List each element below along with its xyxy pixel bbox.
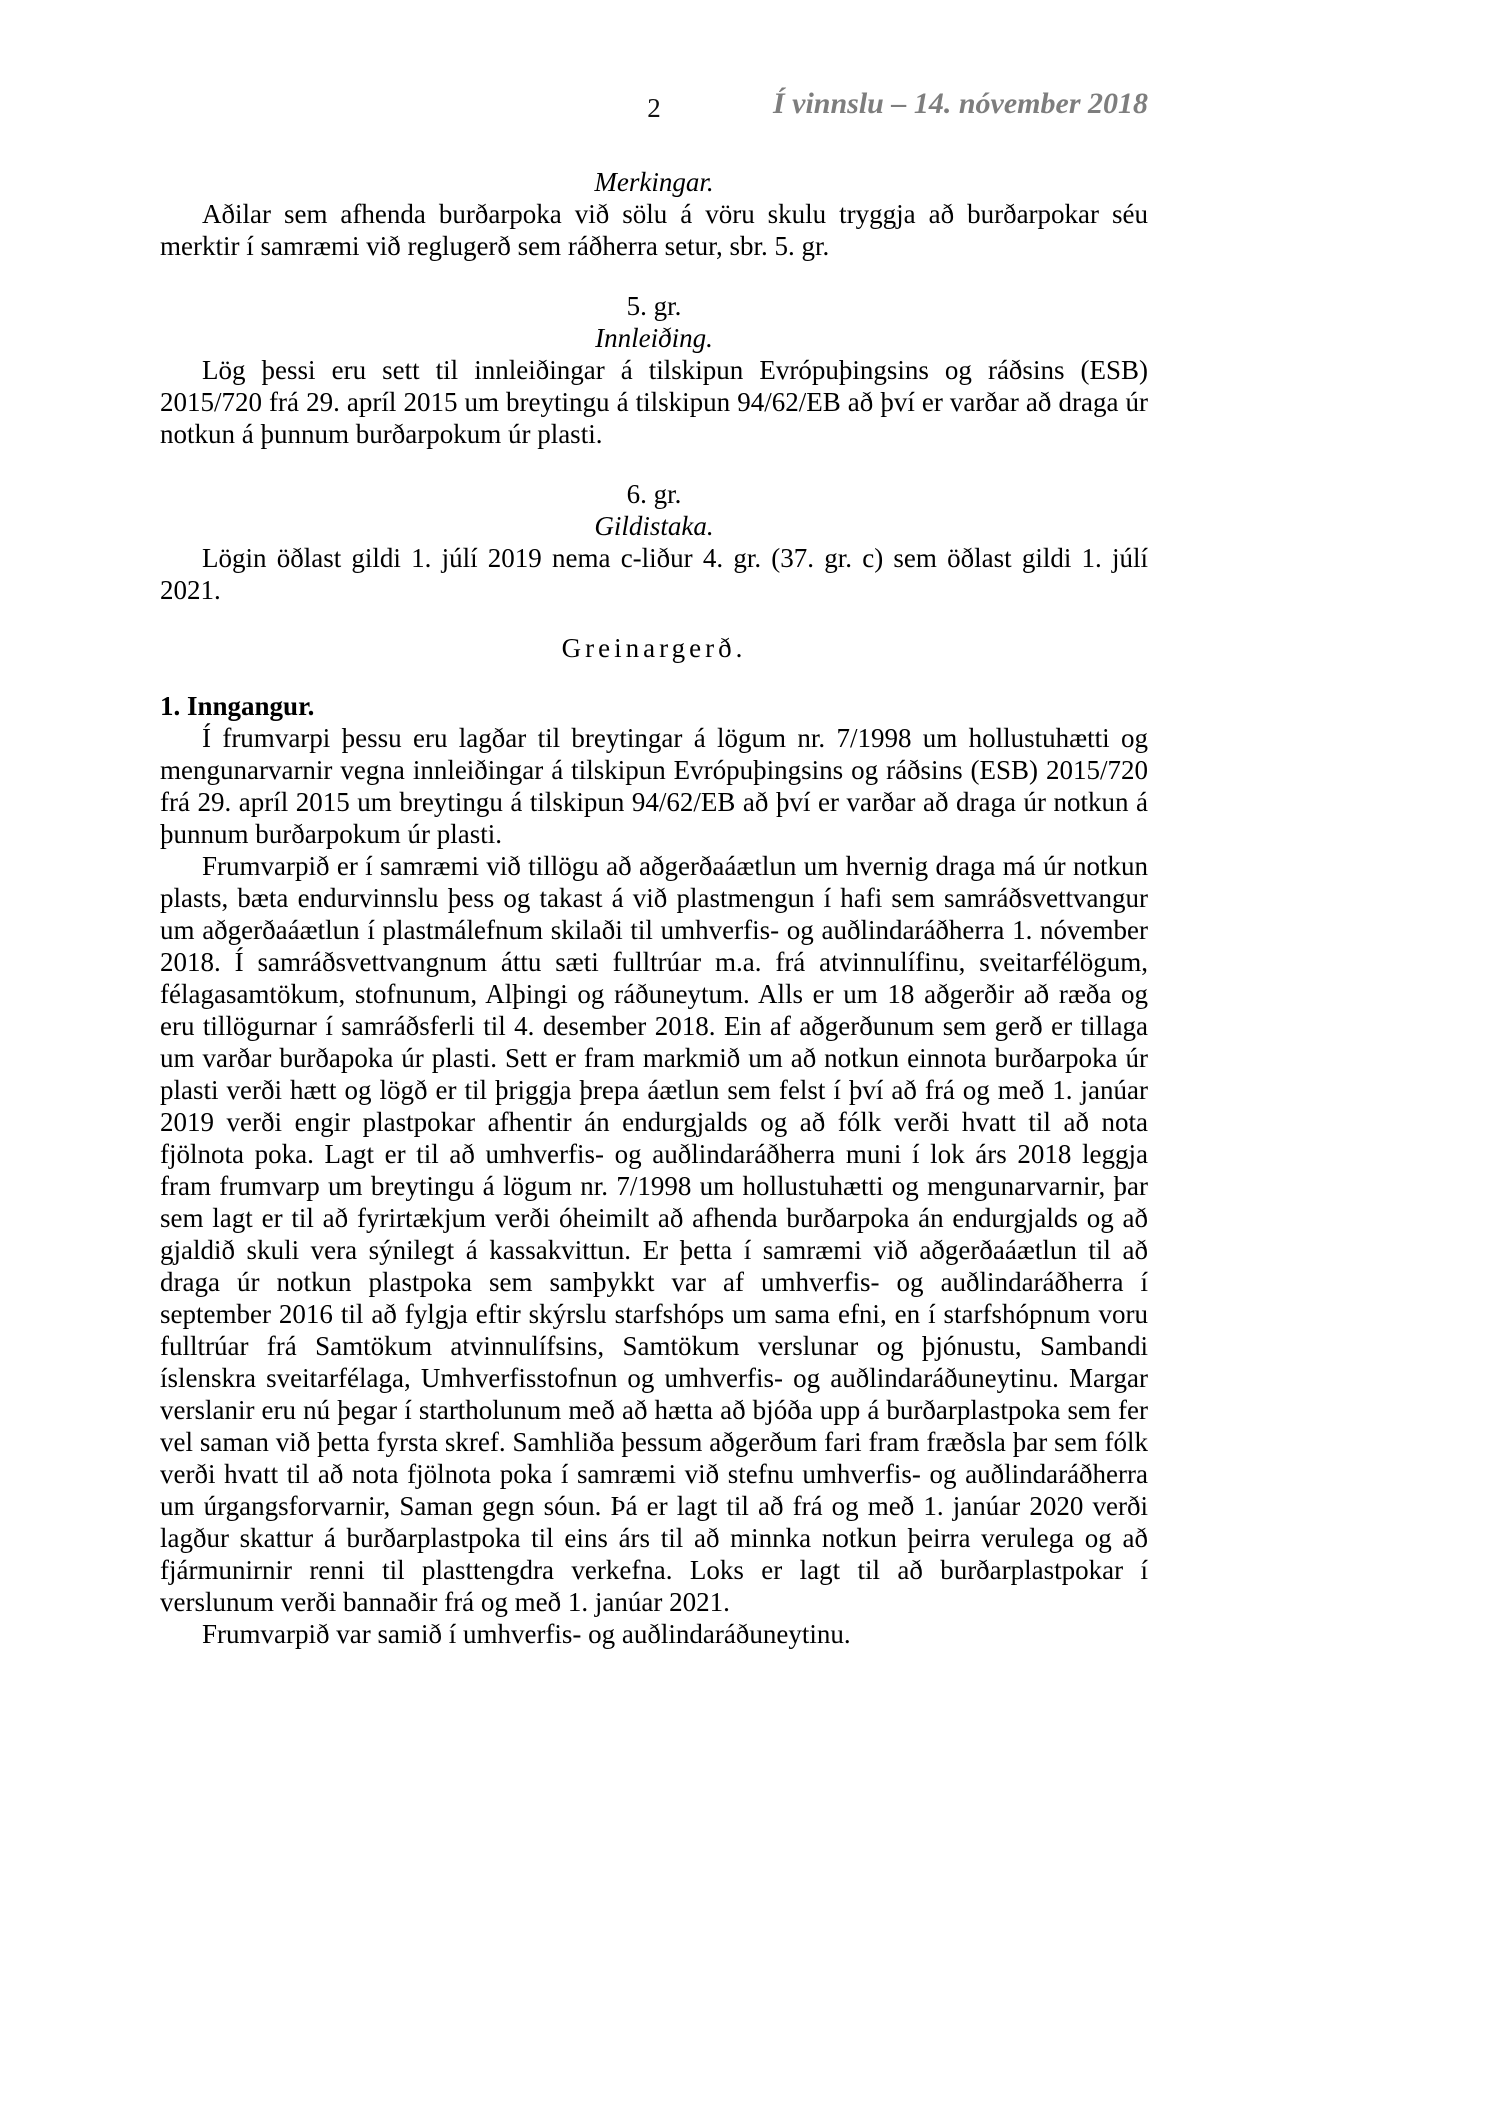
page-number: 2: [647, 93, 661, 123]
article-6-paragraph: Lögin öðlast gildi 1. júlí 2019 nema c-liður 4. gr. (37. gr. c) sem öðlast gildi 1. júlí 2021.: [160, 543, 1148, 605]
inngangur-paragraph-3: Frumvarpið var samið í umhverfis- og auðlindaráðuneytinu.: [202, 1619, 851, 1649]
article-5-title: Innleiðing.: [595, 323, 713, 353]
page-header: [160, 87, 1148, 126]
draft-status-header: Í vinnslu – 14. nóvember 2018: [772, 87, 1148, 120]
inngangur-paragraph-2: Frumvarpið er í samræmi við tillögu að aðgerðaáætlun um hvernig draga má úr notkun plasts, bæta endurvinnslu þess og takast á við plastmengun í hafi sem samráðsvettvangur um aðgerðaáætlun í plastmálefnum skilaði til umhverfis- og auðlindaráðherra 1. nóvember 2018. Í samráðsvettvangnum áttu sæti fulltrúar m.a. frá atvinnulífinu, sveitarfélögum, félagasamtökum, stofnunum, Alþingi og ráðuneytum. Alls er um 18 aðgerðir að ræða og eru tillögurnar í samráðsferli til 4. desember 2018. Ein af aðgerðunum sem gerð er tillaga um varðar burðapoka úr plasti. Sett er fram markmið um að notkun einnota burðarpoka úr plasti verði hætt og lögð er til þriggja þrepa áætlun sem felst í því að frá og með 1. janúar 2019 verði engir plastpokar afhentir án endurgjalds og að fólk verði hvatt til að nota fjölnota poka. Lagt er til að umhverfis- og auðlindaráðherra muni í lok árs 2018 leggja fram frumvarp um breytingu á lögum nr. 7/1998 um hollustuhætti og mengunarvarnir, þar sem lagt er til að fyrirtækjum verði óheimilt að afhenda burðarpoka án endurgjalds og að gjaldið skuli vera sýnilegt á kassakvittun. Er þetta í samræmi við aðgerðaáætlun til að draga úr notkun plastpoka sem samþykkt var af umhverfis- og auðlindaráðherra í september 2016 til að fylgja eftir skýrslu starfshóps um sama efni, en í starfshópnum voru fulltrúar frá Samtökum atvinnulífsins, Samtökum verslunar og þjónustu, Sambandi íslenskra sveitarfélaga, Umhverfisstofnun og umhverfis- og auðlindaráðuneytinu. Margar verslanir eru nú þegar í startholunum með að hætta að bjóða upp á burðarplastpoka sem fer vel saman við þetta fyrsta skref. Samhliða þessum aðgerðum fari fram fræðsla þar sem fólk verði hvatt til að nota fjölnota poka í samræmi við stefnu umhverfis- og auðlindaráðherra um úrgangsforvarnir, Saman gegn sóun. Þá er lagt til að frá og með 1. janúar 2020 verði lagður skattur á burðarplastpoka til eins árs til að minnka notkun þeirra verulega og að fjármunirnir renni til plasttengdra verkefna. Loks er lagt til að burðarplastpokar í verslunum verði bannaðir frá og með 1. janúar 2021.: [160, 851, 1148, 1617]
inngangur-paragraph-1: Í frumvarpi þessu eru lagðar til breytingar á lögum nr. 7/1998 um hollustuhætti og mengunarvarnir vegna innleiðingar á tilskipun Evrópuþingsins og ráðsins (ESB) 2015/720 frá 29. apríl 2015 um breytingu á tilskipun 94/62/EB að því er varðar að draga úr notkun á þunnum burðarpokum úr plasti.: [160, 723, 1148, 849]
text-column: [160, 0, 1148, 1650]
greinargerd-heading: Greinargerð.: [561, 633, 747, 663]
article-6-number: 6. gr.: [626, 479, 682, 509]
article-5-number: 5. gr.: [626, 291, 682, 321]
article-5-paragraph: Lög þessi eru sett til innleiðingar á tilskipun Evrópuþingsins og ráðsins (ESB) 2015/720 frá 29. apríl 2015 um breytingu á tilskipun 94/62/EB að því er varðar að draga úr notkun á þunnum burðarpokum úr plasti.: [160, 355, 1148, 449]
inngangur-heading: 1. Inngangur.: [160, 691, 315, 721]
article-6-title: Gildistaka.: [594, 511, 714, 541]
section-title-merkingar: Merkingar.: [594, 167, 714, 197]
merkingar-paragraph: Aðilar sem afhenda burðarpoka við sölu á vöru skulu tryggja að burðarpokar séu merktir í samræmi við reglugerð sem ráðherra setur, sbr. 5. gr.: [160, 199, 1148, 261]
